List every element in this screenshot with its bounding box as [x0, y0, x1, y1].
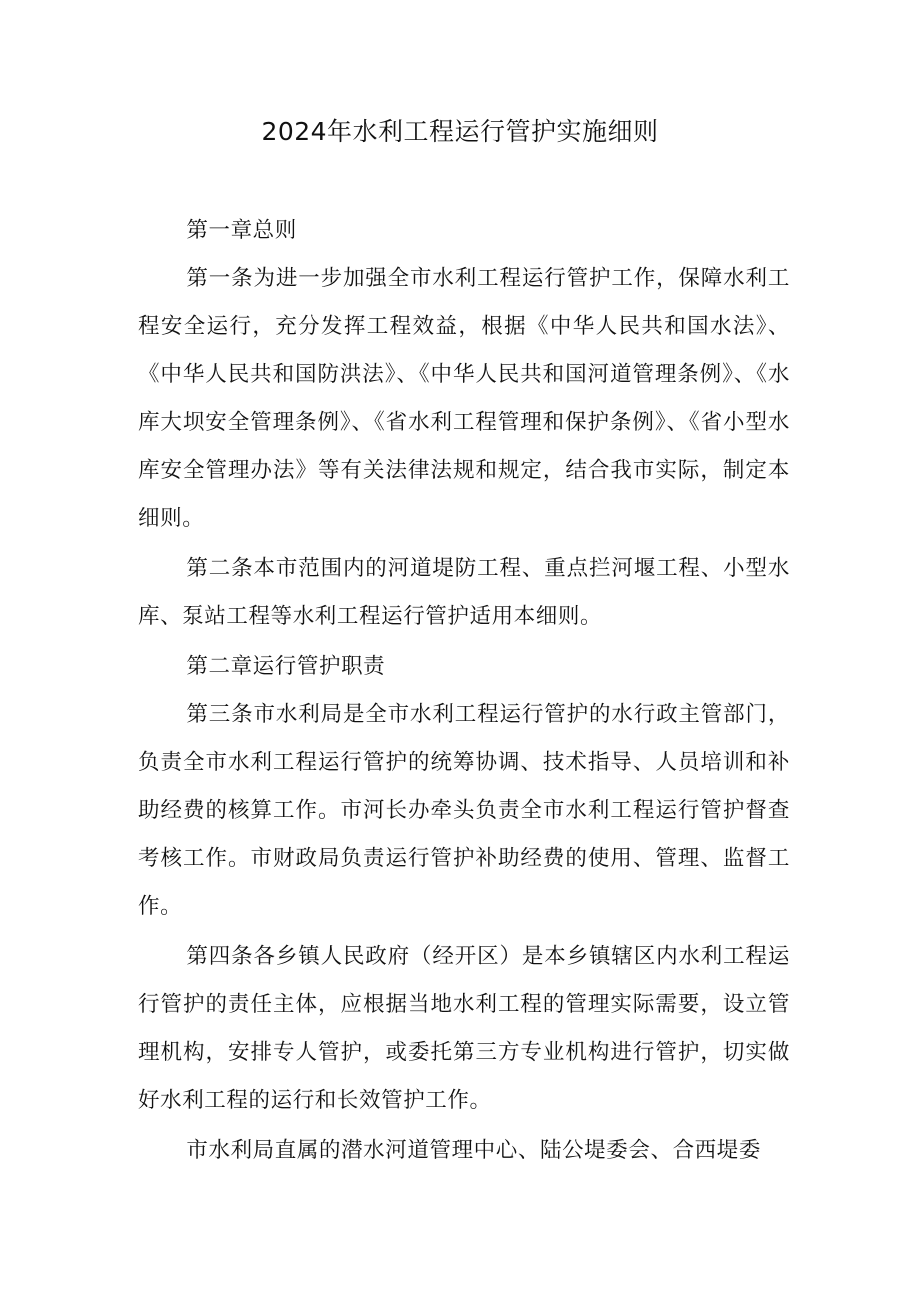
document-body: [138, 207, 790, 1177]
chapter-heading: 第二章运行管护职责: [186, 654, 386, 679]
article-paragraph: 市水利局直属的潜水河道管理中心、陆公堤委会、合西堤委: [186, 1138, 761, 1163]
article-paragraph: 第二条本市范围内的河道堤防工程、重点拦河堰工程、小型水库、泵站工程等水利工程运行管护适用本细则。: [138, 556, 790, 629]
document-title: 2024年水利工程运行管护实施细则: [261, 117, 659, 146]
article-paragraph: 第三条市水利局是全市水利工程运行管护的水行政主管部门，负责全市水利工程运行管护的统筹协调、技术指导、人员培训和补助经费的核算工作。市河长办牵头负责全市水利工程运行管护督查考核工作。市财政局负责运行管护补助经费的使用、管理、监督工作。: [138, 702, 790, 919]
chapter-heading: 第一章总则: [186, 218, 297, 243]
article-paragraph: 第一条为进一步加强全市水利工程运行管护工作，保障水利工程安全运行，充分发挥工程效益，根据《中华人民共和国水法》、《中华人民共和国防洪法》、《中华人民共和国河道管理条例》、《水库大坝安全管理条例》、《省水利工程管理和保护条例》、《省小型水库安全管理办法》等有关法律法规和规定，结合我市实际，制定本细则。: [138, 266, 790, 531]
article-paragraph: 第四条各乡镇人民政府（经开区）是本乡镇辖区内水利工程运行管护的责任主体，应根据当地水利工程的管理实际需要，设立管理机构，安排专人管护，或委托第三方专业机构进行管护，切实做好水利工程的运行和长效管护工作。: [138, 944, 790, 1113]
